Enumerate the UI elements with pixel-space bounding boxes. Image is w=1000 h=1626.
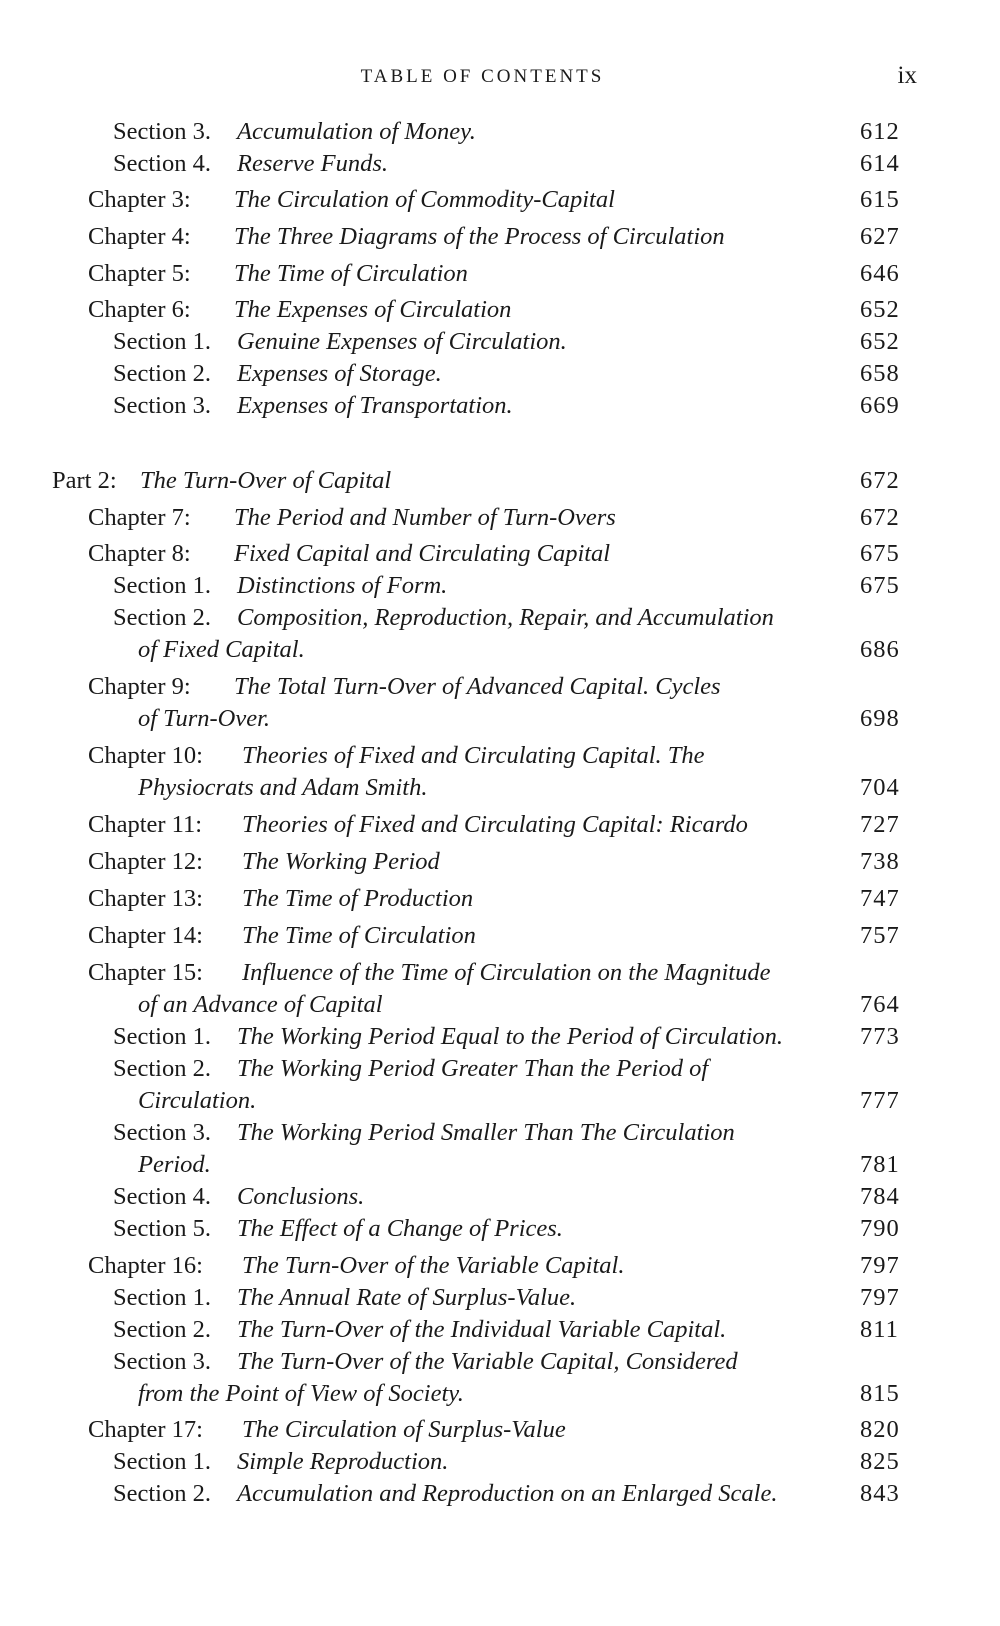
entry-page: 797	[860, 1252, 900, 1279]
entry-label: Chapter 17:	[88, 1416, 203, 1443]
toc-entry	[0, 221, 1000, 253]
entry-title: The Time of Production	[242, 885, 474, 912]
entry-label: Section 4.	[113, 150, 211, 177]
entry-label: Chapter 8:	[88, 540, 191, 567]
entry-label: Chapter 15:	[88, 959, 203, 986]
toc-entry	[0, 602, 1000, 634]
entry-title: Accumulation and Reproduction on an Enlarged Scale.	[237, 1480, 778, 1507]
entry-page: 777	[860, 1087, 900, 1114]
entry-label: Section 1.	[113, 1284, 211, 1311]
entry-title: The Three Diagrams of the Process of Circulation	[234, 223, 725, 250]
entry-page: 811	[860, 1316, 899, 1343]
toc-entry	[0, 809, 1000, 841]
entry-title: Theories of Fixed and Circulating Capital: Ricardo	[242, 811, 748, 838]
entry-title: Simple Reproduction.	[237, 1448, 449, 1475]
toc-entry-continuation	[0, 1149, 1000, 1181]
entry-title: Conclusions.	[237, 1183, 365, 1210]
toc-entry	[0, 1478, 1000, 1510]
entry-page: 790	[860, 1215, 900, 1242]
entry-label: Chapter 12:	[88, 848, 203, 875]
entry-label: Section 4.	[113, 1183, 211, 1210]
toc-entry	[0, 740, 1000, 772]
running-head	[0, 62, 1000, 92]
entry-label: Section 1.	[113, 1448, 211, 1475]
entry-label: Section 2.	[113, 1480, 211, 1507]
entry-page: 627	[860, 223, 900, 250]
toc-entry	[0, 883, 1000, 915]
entry-title: The Turn-Over of the Variable Capital, Considered	[237, 1348, 738, 1375]
toc-entry	[0, 1282, 1000, 1314]
entry-page: 781	[860, 1151, 900, 1178]
entry-title: The Turn-Over of the Individual Variable Capital.	[237, 1316, 727, 1343]
entry-page: 797	[860, 1284, 900, 1311]
toc-entry	[0, 148, 1000, 180]
entry-page: 784	[860, 1183, 900, 1210]
toc-entry	[0, 671, 1000, 703]
entry-title: Expenses of Storage.	[237, 360, 442, 387]
entry-title-continued: Physiocrats and Adam Smith.	[138, 774, 428, 801]
toc-entry	[0, 1346, 1000, 1378]
toc-entry	[0, 502, 1000, 534]
entry-label: Chapter 13:	[88, 885, 203, 912]
entry-page: 686	[860, 636, 900, 663]
entry-label: Chapter 5:	[88, 260, 191, 287]
entry-page: 764	[860, 991, 900, 1018]
entry-page: 675	[860, 572, 900, 599]
entry-label: Section 3.	[113, 118, 211, 145]
toc-entry	[0, 258, 1000, 290]
entry-label: Section 2.	[113, 360, 211, 387]
toc-entry	[0, 846, 1000, 878]
toc-entry-continuation	[0, 1085, 1000, 1117]
entry-label: Chapter 10:	[88, 742, 203, 769]
entry-page: 820	[860, 1416, 900, 1443]
entry-title: The Working Period Greater Than the Period of	[237, 1055, 709, 1082]
entry-page: 652	[860, 328, 900, 355]
toc-entry	[0, 1250, 1000, 1282]
entry-title: Distinctions of Form.	[237, 572, 448, 599]
toc-entry	[0, 294, 1000, 326]
entry-label: Section 5.	[113, 1215, 211, 1242]
entry-title: The Circulation of Surplus-Value	[242, 1416, 566, 1443]
entry-label: Chapter 4:	[88, 223, 191, 250]
entry-page: 612	[860, 118, 900, 145]
entry-title: The Period and Number of Turn-Overs	[234, 504, 616, 531]
entry-page: 738	[860, 848, 900, 875]
entry-page: 815	[860, 1380, 900, 1407]
entry-label: Chapter 6:	[88, 296, 191, 323]
entry-title: The Working Period Smaller Than The Circulation	[237, 1119, 735, 1146]
entry-label: Chapter 3:	[88, 186, 191, 213]
entry-page: 669	[860, 392, 900, 419]
entry-title: The Time of Circulation	[234, 260, 468, 287]
entry-title: Theories of Fixed and Circulating Capital. The	[242, 742, 705, 769]
toc-entry	[0, 1314, 1000, 1346]
entry-title-continued: of an Advance of Capital	[138, 991, 383, 1018]
toc-entry	[0, 1117, 1000, 1149]
entry-title: The Annual Rate of Surplus-Value.	[237, 1284, 577, 1311]
entry-title-continued: Period.	[138, 1151, 211, 1178]
entry-page: 727	[860, 811, 900, 838]
entry-title: The Working Period Equal to the Period of Circulation.	[237, 1023, 783, 1050]
entry-page: 615	[860, 186, 900, 213]
entry-title: Genuine Expenses of Circulation.	[237, 328, 567, 355]
entry-title: Fixed Capital and Circulating Capital	[234, 540, 611, 567]
entry-label: Part 2:	[52, 467, 117, 494]
entry-title: Accumulation of Money.	[237, 118, 476, 145]
toc-entry-continuation	[0, 703, 1000, 735]
toc-entry	[0, 1021, 1000, 1053]
entry-title: Composition, Reproduction, Repair, and Accumulation	[237, 604, 774, 631]
toc-entry	[0, 1181, 1000, 1213]
entry-label: Chapter 9:	[88, 673, 191, 700]
entry-page: 698	[860, 705, 900, 732]
entry-page: 652	[860, 296, 900, 323]
entry-label: Section 3.	[113, 392, 211, 419]
toc-entry	[0, 1213, 1000, 1245]
entry-title-continued: Circulation.	[138, 1087, 257, 1114]
toc-entry	[0, 538, 1000, 570]
entry-page: 675	[860, 540, 900, 567]
entry-page: 614	[860, 150, 900, 177]
toc-entry-continuation	[0, 634, 1000, 666]
toc-entry	[0, 390, 1000, 422]
entry-page: 672	[860, 504, 900, 531]
entry-title: Influence of the Time of Circulation on the Magnitude	[242, 959, 771, 986]
entry-title: The Turn-Over of Capital	[140, 467, 392, 494]
entry-title: Expenses of Transportation.	[237, 392, 513, 419]
entry-title: The Total Turn-Over of Advanced Capital. Cycles	[234, 673, 721, 700]
entry-label: Section 1.	[113, 328, 211, 355]
entry-page: 825	[860, 1448, 900, 1475]
entry-title: The Effect of a Change of Prices.	[237, 1215, 563, 1242]
entry-label: Section 2.	[113, 1055, 211, 1082]
toc-entry	[0, 957, 1000, 989]
entry-label: Chapter 7:	[88, 504, 191, 531]
toc-entry	[0, 1414, 1000, 1446]
toc-entry	[0, 116, 1000, 148]
entry-label: Chapter 16:	[88, 1252, 203, 1279]
toc-entry	[0, 358, 1000, 390]
entry-label: Chapter 11:	[88, 811, 203, 838]
entry-title: The Turn-Over of the Variable Capital.	[242, 1252, 625, 1279]
toc-entry-continuation	[0, 772, 1000, 804]
entry-title: The Circulation of Commodity-Capital	[234, 186, 615, 213]
toc-part-entry	[0, 465, 1000, 497]
entry-label: Chapter 14:	[88, 922, 203, 949]
entry-title: The Expenses of Circulation	[234, 296, 512, 323]
toc-entry	[0, 1053, 1000, 1085]
entry-label: Section 1.	[113, 572, 211, 599]
toc-entry-continuation	[0, 1378, 1000, 1410]
entry-label: Section 1.	[113, 1023, 211, 1050]
toc-entry	[0, 1446, 1000, 1478]
entry-page: 658	[860, 360, 900, 387]
entry-page: 747	[860, 885, 900, 912]
toc-entry	[0, 184, 1000, 216]
running-title: TABLE OF CONTENTS	[360, 66, 605, 87]
entry-page: 704	[860, 774, 900, 801]
entry-title: The Working Period	[242, 848, 440, 875]
entry-page: 646	[860, 260, 900, 287]
toc-entry	[0, 920, 1000, 952]
entry-label: Section 3.	[113, 1119, 211, 1146]
entry-page: 757	[860, 922, 900, 949]
entry-page: 843	[860, 1480, 900, 1507]
entry-title-continued: from the Point of View of Society.	[138, 1380, 464, 1407]
toc-entry-continuation	[0, 989, 1000, 1021]
entry-title-continued: of Fixed Capital.	[138, 636, 305, 663]
entry-page: 773	[860, 1023, 900, 1050]
entry-title: The Time of Circulation	[242, 922, 476, 949]
entry-label: Section 2.	[113, 604, 211, 631]
entry-title: Reserve Funds.	[237, 150, 389, 177]
toc-entry	[0, 570, 1000, 602]
folio-page-number: ix	[897, 62, 917, 89]
entry-label: Section 2.	[113, 1316, 211, 1343]
entry-label: Section 3.	[113, 1348, 211, 1375]
toc-entry	[0, 326, 1000, 358]
entry-page: 672	[860, 467, 900, 494]
entry-title-continued: of Turn-Over.	[138, 705, 271, 732]
